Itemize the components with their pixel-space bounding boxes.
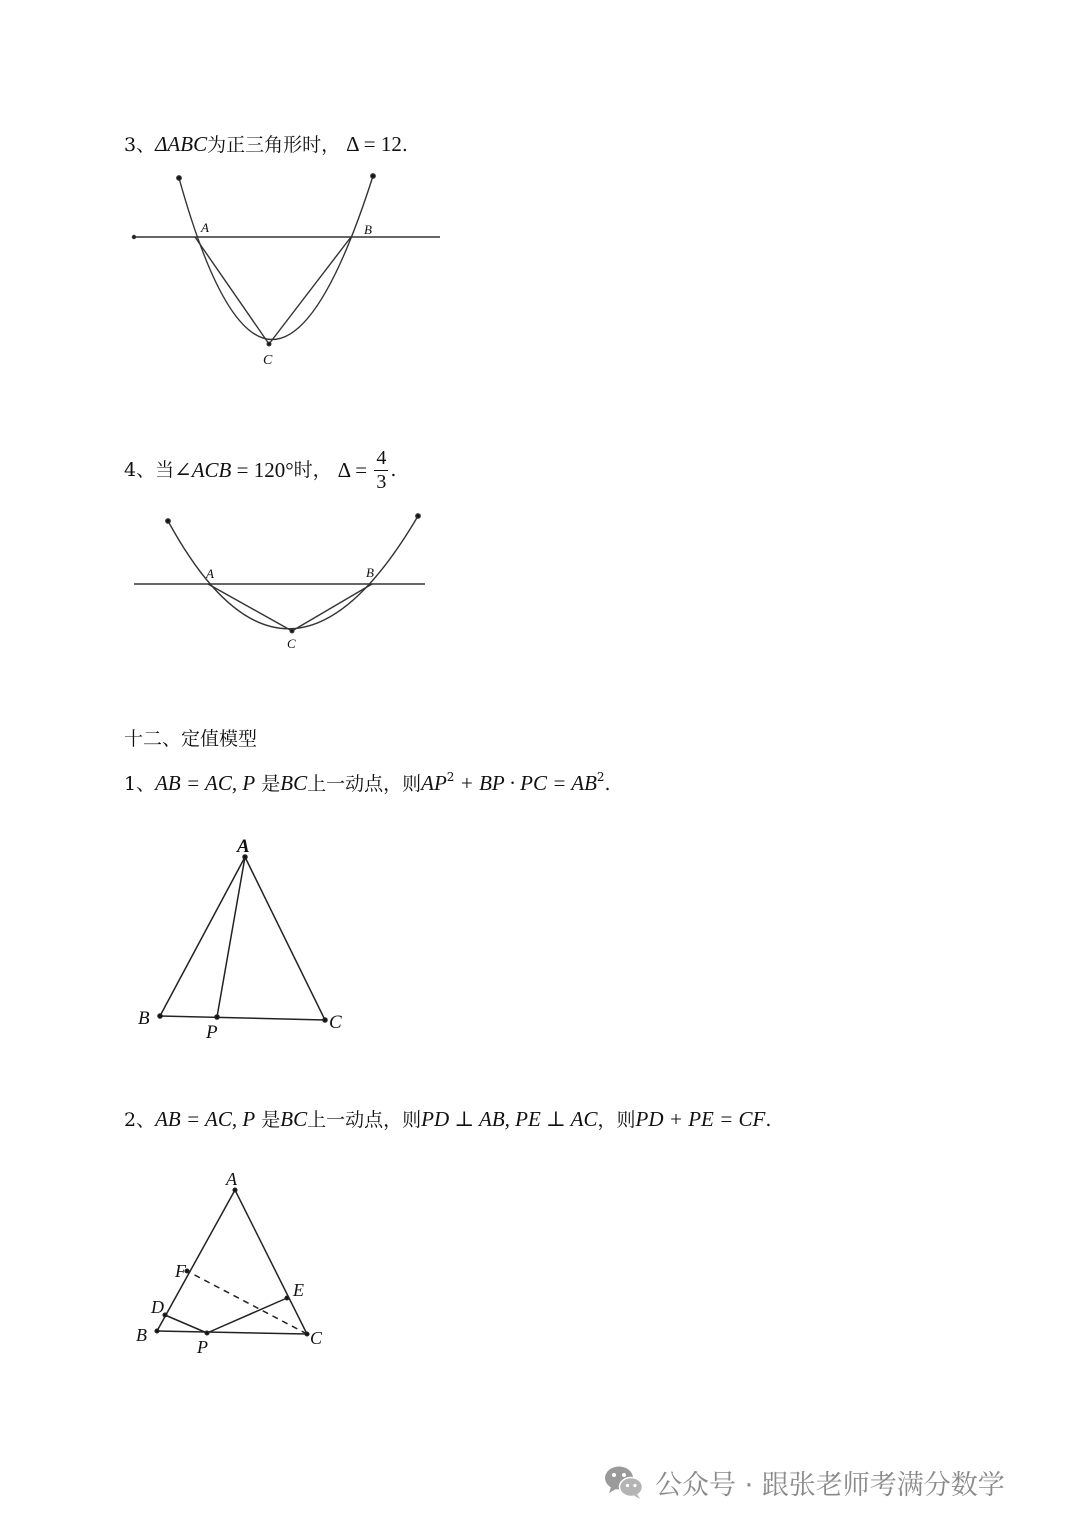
fig6-point-c [305, 1332, 309, 1336]
item3-triangle: ΔABC [155, 132, 208, 156]
fig5-label-c: C [329, 1012, 342, 1033]
fig3-line-end [133, 236, 136, 239]
fig4-label-b: B [366, 565, 374, 580]
item4-fraction-numerator: 4 [376, 447, 387, 469]
model2-number: 2、 [124, 1109, 156, 1131]
fig4-label-c: C [287, 636, 296, 651]
fig6-segment-pd [165, 1315, 207, 1333]
model1-ap-exponent: 2 [446, 770, 455, 784]
model2-perpendiculars: PD ⊥ AB, PE ⊥ AC [421, 1107, 598, 1131]
fig3-endpoint-right [371, 174, 375, 178]
fig6-label-p: P [197, 1337, 208, 1357]
model2-bc: BC [280, 1107, 308, 1131]
fig5-side-ac [245, 857, 325, 1020]
model1-text-is: 是 [261, 773, 281, 795]
fig6-point-p [205, 1331, 209, 1335]
fig5-label-b: B [138, 1008, 150, 1029]
model2-text-then: ，则 [597, 1109, 636, 1131]
fig5-side-ab [160, 857, 245, 1016]
model2-sum: PD + PE = CF [635, 1107, 766, 1131]
fig6-dashed-cf [187, 1271, 307, 1334]
item3-equation: Δ = 12 [346, 132, 402, 156]
fig6-side-ab [157, 1190, 235, 1331]
fig4-endpoint-left [166, 519, 170, 523]
fig3-label-c: C [263, 353, 273, 368]
figure-isosceles-ap [158, 855, 327, 1022]
fig6-label-a: A [226, 1169, 237, 1189]
fig3-label-b: B [364, 222, 372, 237]
model1-identity: + BP · PC = AB [454, 771, 597, 795]
fig5-segment-ap [217, 857, 245, 1017]
section-title: 十二、定值模型 [124, 728, 258, 750]
fig4-point-c [290, 629, 294, 633]
model2-condition: AB = AC, P [155, 1107, 256, 1131]
watermark [603, 1462, 1005, 1502]
wechat-icon [603, 1464, 645, 1500]
fig6-label-f: F [175, 1261, 186, 1281]
fig5-label-p: P [206, 1022, 218, 1043]
fig5-point-c [323, 1018, 327, 1022]
figure-equilateral-parabola [133, 174, 441, 346]
item4-delta: Δ = [337, 458, 373, 482]
item4-angle: ∠ACB [174, 458, 232, 482]
fig5-label-a: A [237, 836, 250, 857]
item4-fraction-denominator: 3 [376, 471, 387, 493]
item3-text: 为正三角形时， [207, 134, 341, 156]
model2-period: . [765, 1109, 772, 1131]
fig3-segment-ac [195, 237, 269, 344]
fig3-label-a: A [201, 220, 209, 235]
fig4-segment-bc [292, 584, 372, 631]
item3-period: . [401, 134, 408, 156]
fig3-point-c [267, 342, 271, 346]
fig6-side-ac [235, 1190, 307, 1334]
model1-condition: AB = AC, P [155, 771, 256, 795]
model1-period: . [604, 773, 611, 795]
model1-text-moving: 上一动点，则 [307, 773, 422, 795]
watermark-text: 公众号 · 跟张老师考满分数学 [655, 1469, 1005, 1501]
model1-ap: AP [421, 771, 447, 795]
model2-text-is: 是 [261, 1109, 281, 1131]
model1-ab-exponent: 2 [596, 770, 605, 784]
fig3-segment-bc [269, 237, 351, 344]
fig6-label-d: D [151, 1297, 164, 1317]
model1-number: 1、 [124, 773, 156, 795]
item4-period: . [390, 459, 397, 481]
model1-bc: BC [280, 771, 308, 795]
item4-text: 时， [293, 459, 332, 481]
item3-number: 3、 [124, 134, 156, 156]
fig4-label-a: A [206, 566, 214, 581]
fig6-label-b: B [136, 1325, 147, 1345]
fig6-point-b [155, 1329, 159, 1333]
item4-number: 4、当 [124, 459, 175, 481]
model2-text-moving: 上一动点，则 [307, 1109, 422, 1131]
fig6-point-e [285, 1296, 289, 1300]
fig6-label-e: E [293, 1280, 304, 1300]
fig5-point-b [158, 1014, 162, 1018]
figure-120-parabola [134, 514, 425, 633]
fig4-segment-ac [208, 584, 292, 631]
fig4-endpoint-right [416, 514, 420, 518]
item4-angle-value: = 120° [231, 458, 294, 482]
fig6-label-c: C [310, 1328, 323, 1348]
fig5-side-bc [160, 1016, 325, 1020]
fig3-endpoint-left [177, 176, 181, 180]
fig6-side-bc [157, 1331, 307, 1334]
fig5-point-p [215, 1015, 219, 1019]
fig3-parabola [179, 176, 373, 340]
